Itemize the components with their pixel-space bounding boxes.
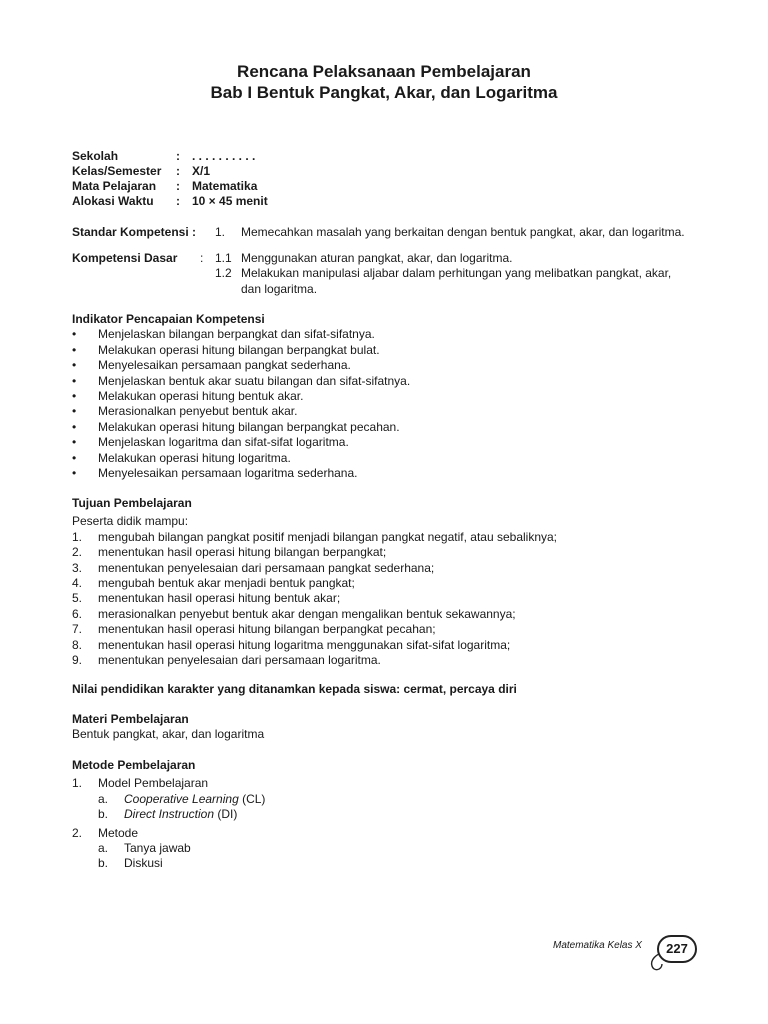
page-title-line1: Rencana Pelaksanaan Pembelajaran [237, 62, 531, 81]
kompetensi-item: Menggunakan aturan pangkat, akar, dan logaritma. [241, 251, 513, 265]
info-row-mapel: Mata Pelajaran : Matematika [72, 179, 258, 193]
list-item: 1. Model Pembelajaran [72, 776, 209, 791]
indikator-section [72, 312, 410, 481]
list-item: 7. menentukan hasil operasi hitung bilangan berpangkat pecahan; [72, 622, 436, 637]
list-item: 3. menentukan penyelesaian dari persamaan pangkat sederhana; [72, 560, 435, 575]
list-item: • Melakukan operasi hitung bilangan berpangkat bulat. [72, 342, 380, 357]
tujuan-section [72, 496, 557, 668]
tujuan-heading: Tujuan Pembelajaran [72, 496, 192, 510]
metode-section [72, 758, 265, 872]
list-item: b. Direct Instruction (DI) [98, 807, 238, 822]
info-value: Matematika [192, 179, 258, 193]
indikator-heading: Indikator Pencapaian Kompetensi [72, 312, 265, 326]
standar-label: Standar Kompetensi : [72, 225, 197, 239]
info-row-sekolah: Sekolah : . . . . . . . . . . [72, 149, 256, 163]
list-item: • Menjelaskan bentuk akar suatu bilangan dan sifat-sifatnya. [72, 373, 411, 388]
list-item: a. Tanya jawab [98, 841, 191, 856]
info-row-alokasi: Alokasi Waktu : 10 × 45 menit [72, 194, 268, 208]
list-item: • Menyelesaikan persamaan pangkat sederhana. [72, 358, 351, 373]
list-item: 6. merasionalkan penyebut bentuk akar dengan mengalikan bentuk sekawannya; [72, 606, 516, 621]
info-value: . . . . . . . . . . [192, 149, 256, 163]
list-item: • Menyelesaikan persamaan logaritma sederhana. [72, 466, 358, 481]
kompetensi-dasar: Kompetensi Dasar : 1.1 Menggunakan aturan pangkat, akar, dan logaritma. 1.2 Melakukan manipulasi aljabar dalam perhitungan yang melibatkan pangkat, akar, dan logaritma. [72, 251, 672, 296]
list-item: 8. menentukan hasil operasi hitung logaritma menggunakan sifat-sifat logaritma; [72, 637, 511, 652]
page-title-line2: Bab I Bentuk Pangkat, Akar, dan Logaritma [210, 83, 558, 102]
list-item: • Merasionalkan penyebut bentuk akar. [72, 404, 298, 419]
materi-heading: Materi Pembelajaran [72, 712, 189, 726]
standar-text: Memecahkan masalah yang berkaitan dengan bentuk pangkat, akar, dan logaritma. [241, 225, 685, 239]
kompetensi-item: dan logaritma. [241, 281, 318, 296]
materi-section [72, 712, 264, 743]
metode-heading: Metode Pembelajaran [72, 758, 196, 772]
materi-text: Bentuk pangkat, akar, dan logaritma [72, 727, 265, 742]
kompetensi-item: Melakukan manipulasi aljabar dalam perhitungan yang melibatkan pangkat, akar, [241, 266, 672, 281]
tujuan-intro: Peserta didik mampu: [72, 514, 189, 529]
info-row-kelas: Kelas/Semester : X/1 [72, 164, 211, 178]
page-number-badge: 227 [657, 935, 697, 963]
standar-kompetensi: Standar Kompetensi : 1. Memecahkan masalah yang berkaitan dengan bentuk pangkat, akar, dan logaritma. [72, 225, 685, 239]
list-item: a. Cooperative Learning (CL) [98, 791, 266, 806]
list-item: b. Diskusi [98, 856, 163, 871]
list-item: • Menjelaskan logaritma dan sifat-sifat logaritma. [72, 435, 349, 450]
list-item: 4. mengubah bentuk akar menjadi bentuk pangkat; [72, 576, 355, 591]
footer-book-title: Matematika Kelas X [553, 940, 642, 951]
info-table [72, 149, 268, 209]
list-item: 1. mengubah bilangan pangkat positif menjadi bilangan pangkat negatif, atau sebaliknya; [72, 529, 557, 544]
list-item: • Melakukan operasi hitung logaritma. [72, 450, 291, 465]
list-item: • Melakukan operasi hitung bilangan berpangkat pecahan. [72, 419, 400, 434]
info-value: 10 × 45 menit [192, 194, 268, 208]
list-item: 2. Metode [72, 825, 139, 840]
list-item: 9. menentukan penyelesaian dari persamaan logaritma. [72, 653, 381, 668]
list-item: • Menjelaskan bilangan berpangkat dan sifat-sifatnya. [72, 327, 375, 342]
info-value: X/1 [192, 164, 211, 178]
list-item: • Melakukan operasi hitung bentuk akar. [72, 389, 304, 404]
nilai-karakter: Nilai pendidikan karakter yang ditanamkan kepada siswa: cermat, percaya diri [72, 682, 517, 696]
list-item: 2. menentukan hasil operasi hitung bilangan berpangkat; [72, 545, 387, 560]
list-item: 5. menentukan hasil operasi hitung bentuk akar; [72, 591, 341, 606]
kompetensi-label: Kompetensi Dasar [72, 251, 178, 265]
